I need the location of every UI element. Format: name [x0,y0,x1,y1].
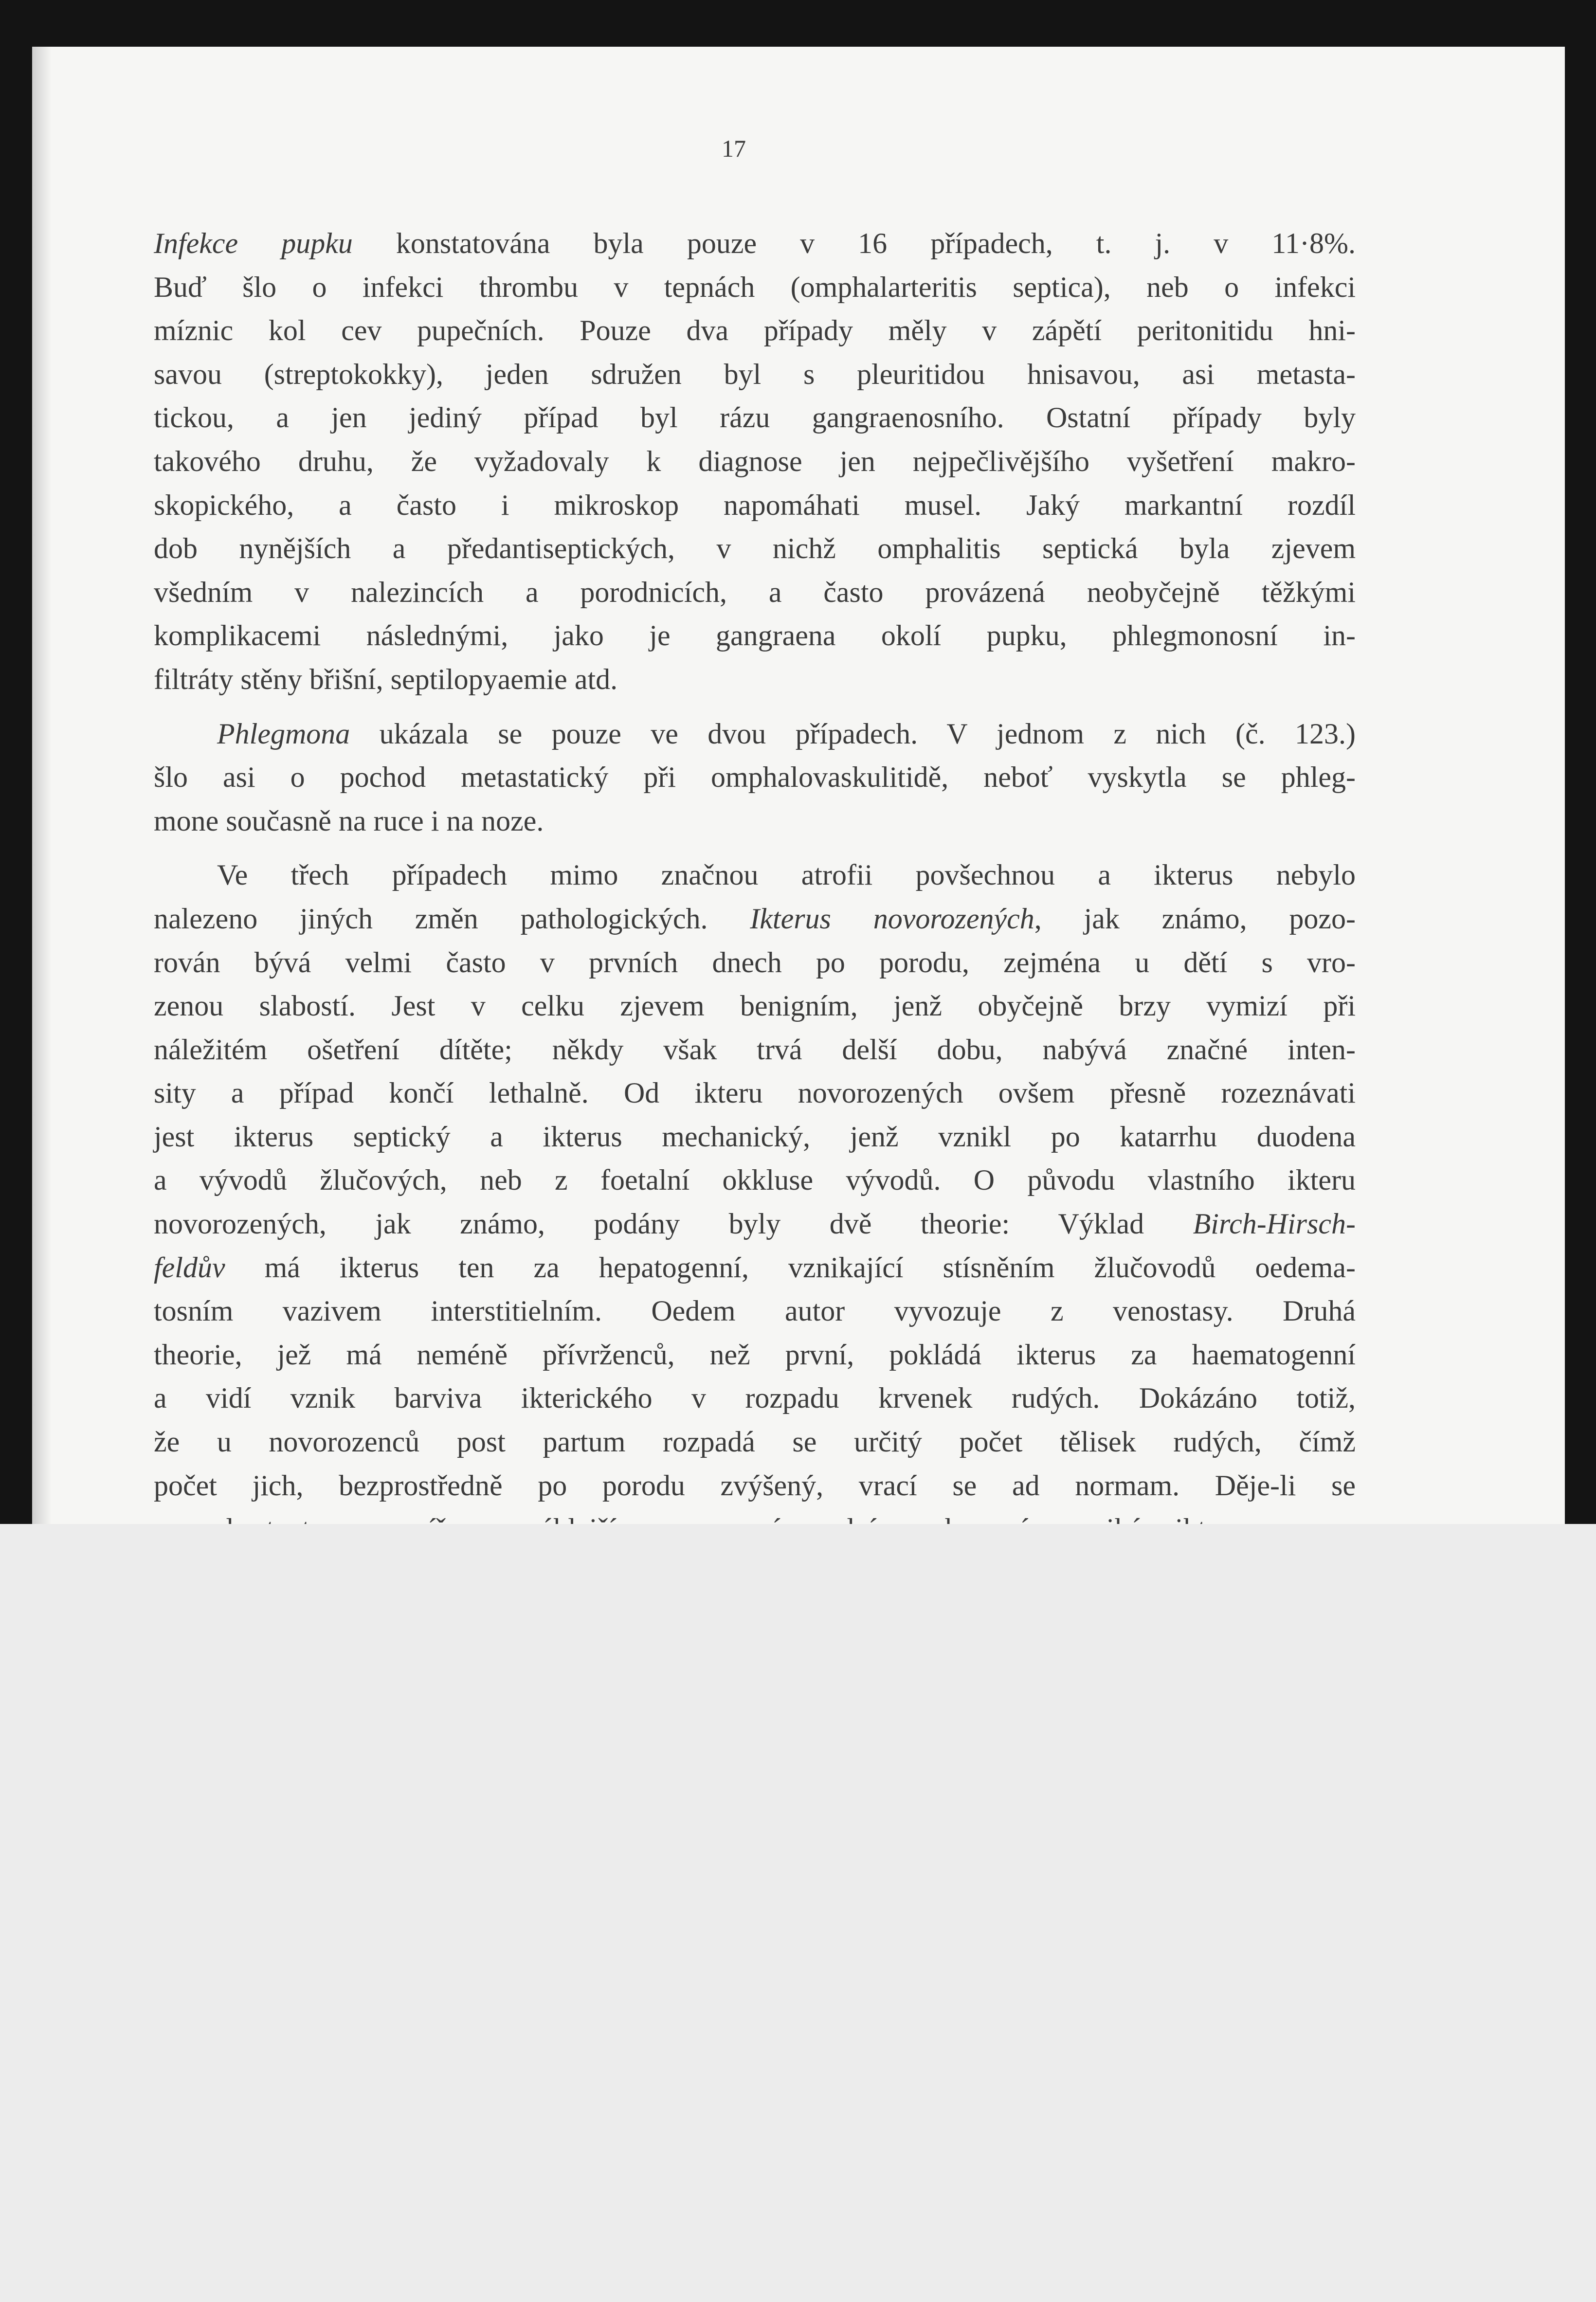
text-line [154,571,1356,615]
text-segment: komplikacemi následnými, jako je gangraena okolí pupku, phlegmonosní in- [154,619,1356,652]
text-segment: nalezeno jiných změn pathologických. [154,902,750,935]
text-segment: počet jich, bezprostředně po porodu zvýšený, vrací se ad normam. Děje-li se [154,1469,1356,1502]
text-segment: Buď šlo o infekci thrombu v tepnách (omphalarteritis septica), neb o infekci [154,271,1356,303]
text-segment: zenou slabostí. Jest v celku zjevem benigním, jenž obyčejně brzy vymizí při [154,990,1356,1022]
italic-term: Ikterus novorozených [750,902,1034,935]
text-segment: novorozených, jak známo, podány byly dvě theorie: Výklad [154,1208,1193,1240]
text-line [154,309,1356,353]
text-segment: Ve třech případech mimo značnou atrofii povšechnou a ikterus nebylo [217,859,1356,891]
text-line [154,799,1356,843]
empty-scan-area [0,1524,1596,2302]
paragraph [154,712,1356,843]
page-gutter-shadow [32,47,52,1524]
text-segment: , jak známo, pozo- [1034,902,1356,935]
italic-term: Infekce pupku [154,227,353,259]
text-segment: sity a případ končí lethalně. Od ikteru novorozených ovšem přesně rozeznávati [154,1077,1356,1109]
text-segment: tickou, a jen jediný případ byl rázu gangraenosního. Ostatní případy byly [154,401,1356,434]
italic-term: Phlegmona [217,717,350,750]
text-line [154,1246,1356,1290]
text-segment: theorie, jež má neméně přívrženců, než první, pokládá ikterus za haematogenní [154,1338,1356,1371]
text-segment: savou (streptokokky), jeden sdružen byl s pleuritidou hnisavou, asi metasta- [154,358,1356,390]
text-line [154,658,1356,702]
italic-term: feldův [154,1251,225,1284]
text-line [154,396,1356,440]
text-segment: a vidí vznik barviva ikterického v rozpadu krvenek rudých. Dokázáno totiž, [154,1382,1356,1414]
text-line [154,484,1356,527]
text-line [154,614,1356,658]
text-line [154,984,1356,1028]
text-line [154,1071,1356,1115]
text-line [154,1159,1356,1202]
text-line [154,1420,1356,1464]
text-segment: jest ikterus septický a ikterus mechanický, jenž vznikl po katarrhu duodena [154,1120,1356,1153]
document-page [32,47,1565,1524]
text-line [154,440,1356,484]
text-line [154,853,1356,897]
text-line [154,897,1356,941]
text-line [154,1202,1356,1246]
text-segment: konstatována byla pouze v 16 případech, t. j. v 11·8%. [352,227,1356,259]
text-segment: takového druhu, že vyžadovaly k diagnose jen nejpečlivějšího vyšetření makro- [154,445,1356,477]
text-line [154,1333,1356,1377]
text-segment: dob nynějších a předantiseptických, v nichž omphalitis septická byla zjevem [154,532,1356,565]
text-line [154,266,1356,309]
page-number: 17 [722,135,746,162]
text-segment: má ikterus ten za hepatogenní, vznikající stísněním žlučovodů oedema- [225,1251,1356,1284]
text-segment: rován bývá velmi často v prvních dnech po porodu, zejména u dětí s vro- [154,946,1356,979]
text-segment: mone současně na ruce i na noze. [154,804,544,837]
paragraph [154,222,1356,702]
text-line [154,1377,1356,1420]
text-line [154,1464,1356,1508]
text-line [154,756,1356,799]
text-segment: skopického, a často i mikroskop napomáhati musel. Jaký markantní rozdíl [154,489,1356,521]
text-line [154,1028,1356,1072]
text-segment: a vývodů žlučových, neb z foetalní okkluse vývodů. O původu vlastního ikteru [154,1164,1356,1196]
text-line [154,712,1356,756]
text-line [154,353,1356,397]
text-segment: míznic kol cev pupečních. Pouze dva případy měly v zápětí peritonitidu hni- [154,314,1356,347]
text-line [154,941,1356,985]
text-line [154,527,1356,571]
text-line [154,1289,1356,1333]
text-line [154,222,1356,266]
body-text [154,222,1356,1595]
text-segment: že u novorozenců post partum rozpadá se určitý počet tělisek rudých, čímž [154,1426,1356,1458]
text-line [154,1115,1356,1159]
text-segment: šlo asi o pochod metastatický při omphalovaskulitidě, neboť vyskytla se phleg- [154,761,1356,794]
italic-term: Birch-Hirsch- [1193,1208,1356,1240]
paragraph [154,853,1356,1595]
text-segment: tosním vazivem interstitielním. Oedem autor vyvozuje z venostasy. Druhá [154,1295,1356,1327]
text-segment: všedním v nalezincích a porodnicích, a často provázená neobyčejně těžkými [154,576,1356,608]
text-segment: ukázala se pouze ve dvou případech. V jednom z nich (č. 123.) [350,717,1356,750]
text-segment: náležitém ošetření dítěte; někdy však trvá delší dobu, nabývá značné inten- [154,1033,1356,1066]
text-segment: filtráty stěny břišní, septilopyaemie atd. [154,663,618,695]
